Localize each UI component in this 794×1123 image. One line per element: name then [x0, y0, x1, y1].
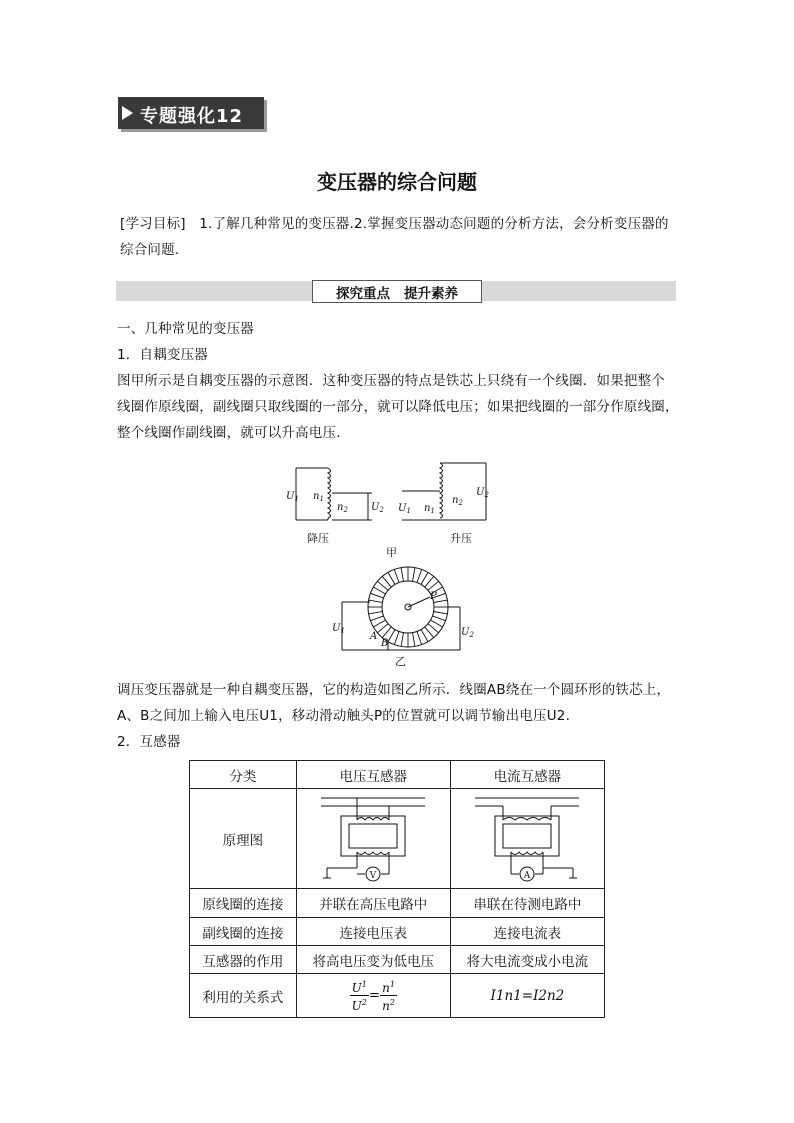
fraction-u: $\frac{U^1}{U^2}$ [351, 980, 367, 1013]
voltmeter-icon: V [370, 870, 377, 881]
table-row [190, 974, 605, 1018]
table-header-cell: 分类 [190, 761, 297, 789]
label-n2-right: $n_2$ [452, 495, 463, 507]
part1-text [117, 316, 687, 446]
cell-current: 连接电流表 [450, 918, 604, 946]
table-header-cell: 电压互感器 [296, 761, 450, 789]
para1-line-3: 整个线圈作副线圈，就可以升高电压． [117, 425, 350, 441]
para1-line-1: 图甲所示是自耦变压器的示意图．这种变压器的特点是铁芯上只绕有一个线圈．如果把整个 [117, 373, 665, 389]
section-title-right: 提升素养 [404, 285, 458, 302]
topic-badge [118, 97, 264, 129]
section-title-left: 探究重点 [336, 285, 390, 302]
cell-voltage: 并联在高压电路中 [296, 889, 450, 918]
label-u2-right: $U_2$ [476, 487, 489, 499]
table-header-row [190, 761, 605, 789]
label-fig-a: 甲 [386, 546, 397, 559]
para2-line-2: A、B之间加上输入电压U1，移动滑动触头P的位置就可以调节输出电压U2. [117, 708, 571, 724]
cell-current: 串联在待测电路中 [450, 889, 604, 918]
label-step-up: 升压 [450, 532, 472, 545]
badge-label: 专题强化12 [140, 106, 244, 127]
label-step-down: 降压 [307, 532, 329, 545]
row-label: 利用的关系式 [190, 974, 297, 1018]
label-n2-left: $n_2$ [337, 502, 348, 514]
label-u1-toroid: $U_1$ [332, 623, 345, 635]
objectives [120, 211, 680, 263]
table-row [190, 889, 605, 918]
row-label: 原理图 [190, 789, 297, 889]
row-label: 副线圈的连接 [190, 918, 297, 946]
para1-line-2: 线圈作原线圈，副线圈只取线圈的一部分，就可以降低电压；如果把线圈的一部分作原线圈， [117, 399, 679, 415]
para2-line-1: 调压变压器就是一种自耦变压器，它的构造如图乙所示．线圈AB绕在一个圆环形的铁芯上， [117, 682, 671, 698]
current-transformer-svg [467, 790, 587, 884]
table-row [190, 918, 605, 946]
autotransformer-figure [280, 455, 510, 670]
objectives-text-2: 综合问题. [120, 242, 180, 258]
cell-current: 将大电流变成小电流 [450, 946, 604, 974]
table-row [190, 946, 605, 974]
label-u1-right: $U_1$ [398, 503, 411, 515]
cell-voltage: 连接电压表 [296, 918, 450, 946]
ammeter-icon: A [524, 870, 531, 881]
cell-current-formula: I1n1=I2n2 [450, 974, 604, 1018]
label-a: A [370, 631, 378, 642]
row-label: 互感器的作用 [190, 946, 297, 974]
page-title: 变压器的综合问题 [317, 170, 477, 194]
subheading-autotransformer: 1．自耦变压器 [117, 347, 208, 363]
cell-voltage: 将高电压变为低电压 [296, 946, 450, 974]
label-n1-left: $n_1$ [313, 491, 324, 503]
subheading-instrument-transformer: 2．互感器 [117, 734, 181, 750]
label-fig-b: 乙 [395, 655, 406, 668]
label-u2-left: $U_2$ [371, 502, 384, 514]
label-b: B [381, 638, 389, 649]
table-row [190, 789, 605, 889]
label-u2-toroid: $U_2$ [461, 627, 474, 639]
objectives-label: [学习目标] [120, 216, 186, 232]
section-title [312, 280, 482, 303]
part2-text [117, 677, 687, 755]
current-transformer-diagram [450, 789, 604, 889]
objectives-text-1: 1.了解几种常见的变压器.2.掌握变压器动态问题的分析方法，会分析变压器的 [199, 216, 669, 232]
label-p: P [430, 591, 437, 602]
heading-common-transformers: 一、几种常见的变压器 [117, 321, 254, 337]
voltage-transformer-diagram [296, 789, 450, 889]
label-u1-left: $U_1$ [286, 491, 299, 503]
row-label: 原线圈的连接 [190, 889, 297, 918]
table-header-cell: 电流互感器 [450, 761, 604, 789]
play-arrow-icon [122, 106, 133, 120]
label-n1-right: $n_1$ [424, 503, 435, 515]
fraction-n: $\frac{n^1}{n^2}$ [382, 980, 395, 1013]
cell-voltage-formula: $\frac{U^1}{U^2}$ = $\frac{n^1}{n^2}$ [296, 974, 450, 1018]
instrument-transformer-table [189, 760, 605, 1018]
voltage-transformer-svg [313, 790, 433, 884]
